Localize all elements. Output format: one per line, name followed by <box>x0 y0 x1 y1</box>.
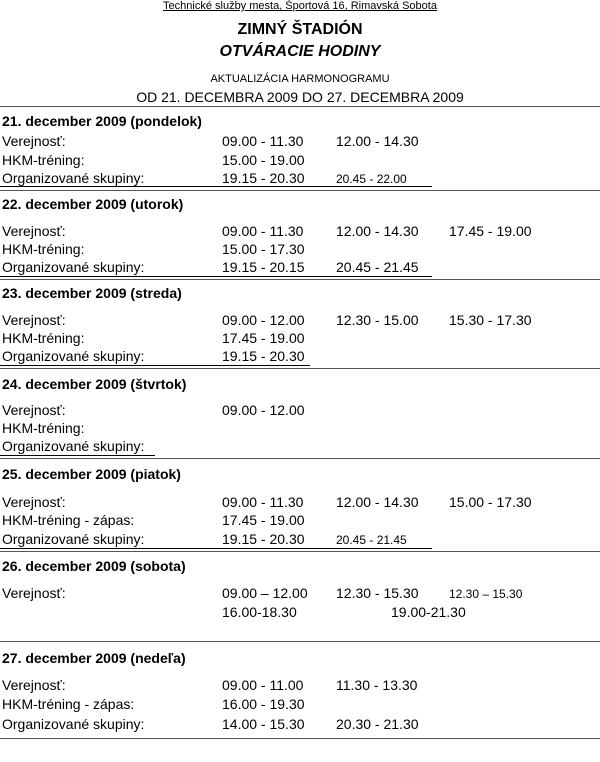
divider <box>0 641 600 642</box>
row-label: Verejnosť: <box>2 223 66 239</box>
row-label: HKM-tréning - zápas: <box>2 696 135 712</box>
time-slot: 09.00 - 11.30 <box>222 223 304 239</box>
time-slot: 19.15 - 20.30 <box>222 348 305 364</box>
row-label: Organizované skupiny: <box>2 170 145 186</box>
row-label: Verejnosť: <box>2 133 66 149</box>
divider <box>0 190 600 191</box>
time-slot: 15.30 - 17.30 <box>449 312 532 328</box>
row-label: HKM-tréning: <box>2 241 85 257</box>
time-slot: 12.00 - 14.30 <box>336 223 419 239</box>
row-underline <box>0 186 432 187</box>
time-slot: 20.45 - 21.45 <box>336 259 419 275</box>
date-range: OD 21. DECEMBRA 2009 DO 27. DECEMBRA 2009 <box>136 89 464 105</box>
time-slot: 17.45 - 19.00 <box>222 330 305 346</box>
time-slot: 12.30 - 15.00 <box>336 312 419 328</box>
row-label: Organizované skupiny: <box>2 259 145 275</box>
organization-header: Technické služby mesta, Športová 16, Rimavská Sobota <box>163 0 437 12</box>
time-slot: 20.30 - 21.30 <box>336 716 419 732</box>
row-label: Verejnosť: <box>2 494 66 510</box>
time-slot: 15.00 - 17.30 <box>449 494 532 510</box>
time-slot: 19.15 - 20.30 <box>222 531 305 547</box>
time-slot: 15.00 - 19.00 <box>222 152 305 168</box>
time-slot: 17.45 - 19.00 <box>449 223 532 239</box>
page-subtitle: OTVÁRACIE HODINY <box>219 43 381 60</box>
row-label: Organizované skupiny: <box>2 716 145 732</box>
row-underline <box>0 276 432 277</box>
time-slot: 19.00-21.30 <box>391 604 466 620</box>
time-slot: 16.00 - 19.30 <box>222 696 305 712</box>
row-label: Verejnosť: <box>2 402 66 418</box>
time-slot: 09.00 - 11.30 <box>222 133 304 149</box>
row-underline <box>0 548 432 549</box>
time-slot: 12.00 - 14.30 <box>336 494 419 510</box>
time-slot: 12.30 – 15.30 <box>449 587 523 601</box>
time-slot: 19.15 - 20.30 <box>222 170 305 186</box>
divider <box>0 458 600 459</box>
time-slot: 09.00 - 12.00 <box>222 312 305 328</box>
time-slot: 15.00 - 17.30 <box>222 241 305 257</box>
day-heading: 23. december 2009 (streda) <box>2 285 182 301</box>
day-heading: 27. december 2009 (nedeľa) <box>2 650 186 666</box>
divider <box>0 279 600 280</box>
page-title: ZIMNÝ ŠTADIÓN <box>237 21 363 38</box>
row-label: HKM-tréning: <box>2 152 85 168</box>
row-label: HKM-tréning - zápas: <box>2 512 135 528</box>
time-slot: 12.30 - 15.30 <box>336 585 419 601</box>
divider <box>0 551 600 552</box>
row-underline <box>0 365 310 366</box>
update-label: AKTUALIZÁCIA HARMONOGRAMU <box>210 73 390 85</box>
divider <box>0 368 600 369</box>
time-slot: 11.30 - 13.30 <box>336 677 418 693</box>
time-slot: 16.00-18.30 <box>222 604 297 620</box>
row-label: Verejnosť: <box>2 312 66 328</box>
time-slot: 20.45 - 21.45 <box>336 533 407 547</box>
row-label: Organizované skupiny: <box>2 348 145 364</box>
row-label: Organizované skupiny: <box>2 531 145 547</box>
row-label: HKM-tréning: <box>2 330 85 346</box>
time-slot: 12.00 - 14.30 <box>336 133 419 149</box>
day-heading: 25. december 2009 (piatok) <box>2 466 181 482</box>
divider <box>0 738 600 739</box>
time-slot: 09.00 – 12.00 <box>222 585 308 601</box>
time-slot: 09.00 - 12.00 <box>222 402 305 418</box>
time-slot: 09.00 - 11.00 <box>222 677 304 693</box>
time-slot: 09.00 - 11.30 <box>222 494 304 510</box>
row-underline <box>0 455 155 456</box>
day-heading: 24. december 2009 (štvrtok) <box>2 376 187 392</box>
divider <box>0 106 600 107</box>
time-slot: 14.00 - 15.30 <box>222 716 305 732</box>
day-heading: 22. december 2009 (utorok) <box>2 196 184 212</box>
row-label: Verejnosť: <box>2 677 66 693</box>
row-label: HKM-tréning: <box>2 420 85 436</box>
day-heading: 21. december 2009 (pondelok) <box>2 113 202 129</box>
day-heading: 26. december 2009 (sobota) <box>2 558 186 574</box>
row-label: Verejnosť: <box>2 585 66 601</box>
time-slot: 17.45 - 19.00 <box>222 512 305 528</box>
time-slot: 20.45 - 22.00 <box>336 172 407 186</box>
row-label: Organizované skupiny: <box>2 438 145 454</box>
time-slot: 19.15 - 20.15 <box>222 259 305 275</box>
